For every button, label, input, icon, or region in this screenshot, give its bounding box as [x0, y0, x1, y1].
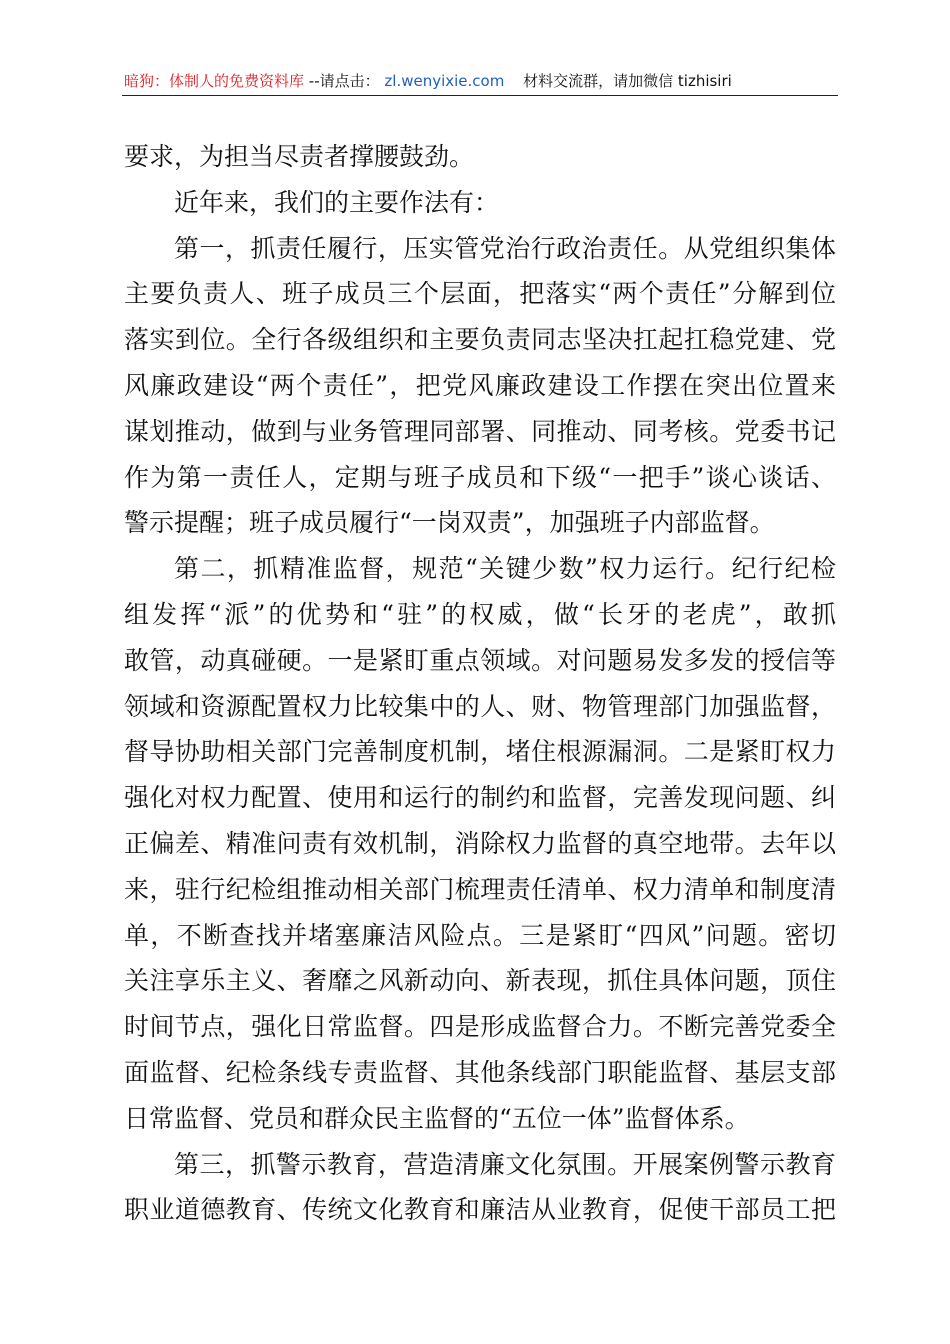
text-line: 风廉政建设“两个责任”，把党风廉政建设工作摆在突出位置来	[124, 370, 836, 400]
text-line: 第三，抓警示教育，营造清廉文化氛围。开展案例警示教育	[174, 1149, 836, 1179]
text-line: 敢管，动真碰硬。一是紧盯重点领域。对问题易发多发的授信等	[124, 645, 836, 675]
text-line: 督导协助相关部门完善制度机制，堵住根源漏洞。二是紧盯权力	[124, 737, 836, 767]
text-line: 组发挥“派”的优势和“驻”的权威，做“长牙的老虎”，敢抓	[124, 599, 836, 629]
document-body	[124, 134, 836, 1233]
text-line: 近年来，我们的主要作法有：	[174, 187, 500, 217]
text-line: 面监督、纪检条线专责监督、其他条线部门职能监督、基层支部	[124, 1057, 836, 1087]
text-line: 领域和资源配置权力比较集中的人、财、物管理部门加强监督，	[124, 691, 836, 721]
text-line: 关注享乐主义、奢靡之风新动向、新表现，抓住具体问题，顶住	[124, 966, 836, 996]
text-line: 主要负责人、班子成员三个层面，把落实“两个责任”分解到位	[124, 279, 836, 309]
header-divider	[122, 95, 838, 96]
text-line: 第二，抓精准监督，规范“关键少数”权力运行。纪行纪检	[174, 554, 836, 584]
text-line: 日常监督、党员和群众民主监督的“五位一体”监督体系。	[124, 1103, 750, 1133]
text-line: 警示提醒；班子成员履行“一岗双责”，加强班子内部监督。	[124, 508, 775, 538]
text-line: 时间节点，强化日常监督。四是形成监督合力。不断完善党委全	[124, 1012, 836, 1042]
text-line: 要求，为担当尽责者撑腰鼓劲。	[124, 142, 475, 171]
header-link[interactable]: zl.wenyixie.com	[384, 72, 505, 90]
text-line: 落实到位。全行各级组织和主要负责同志坚决扛起扛稳党建、党	[124, 325, 836, 355]
text-line: 正偏差、精准问责有效机制，消除权力监督的真空地带。去年以	[124, 828, 836, 858]
header-brand: 暗狗：体制人的免费资料库	[124, 72, 305, 90]
header-contact: 材料交流群，请加微信 tizhisiri	[523, 72, 732, 90]
page-header	[124, 70, 836, 92]
text-line: 谋划推动，做到与业务管理同部署、同推动、同考核。党委书记	[124, 416, 836, 446]
text-line: 单，不断查找并堵塞廉洁风险点。三是紧盯“四风”问题。密切	[124, 920, 836, 950]
text-line: 第一，抓责任履行，压实管党治行政治责任。从党组织集体	[174, 233, 836, 263]
text-line: 作为第一责任人，定期与班子成员和下级“一把手”谈心谈话、	[124, 462, 836, 492]
text-line: 职业道德教育、传统文化教育和廉洁从业教育，促使干部员工把	[124, 1195, 836, 1225]
header-prompt: --请点击：	[308, 72, 380, 90]
text-line: 来，驻行纪检组推动相关部门梳理责任清单、权力清单和制度清	[124, 874, 836, 904]
text-line: 强化对权力配置、使用和运行的制约和监督，完善发现问题、纠	[124, 783, 836, 813]
